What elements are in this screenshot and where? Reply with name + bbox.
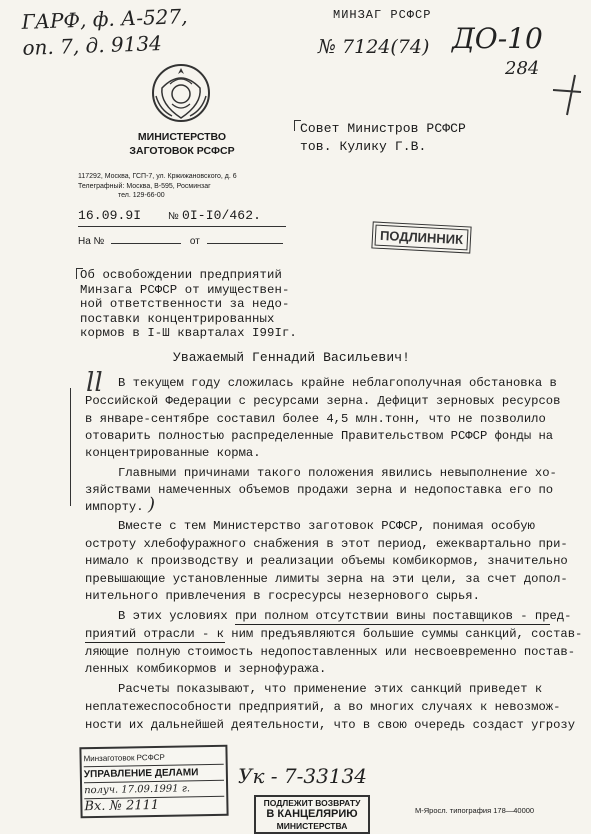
margin-mark: ll <box>86 368 103 398</box>
ministry-name-line-2: ЗАГОТОВОК РСФСР <box>129 145 235 157</box>
body-line-18: Расчеты показывают, что применение этих санкций приведет к <box>118 682 543 696</box>
ref-label: На № <box>78 236 105 247</box>
body-line-1: В текущем году сложилась крайне неблагополучная обстановка в <box>118 376 557 390</box>
body-line-6: Главными причинами такого положения явились невыполнение хо- <box>118 466 557 480</box>
page-number: 284 <box>505 58 540 79</box>
incoming-number: № 7124(74) <box>318 36 430 58</box>
address-line-3: тел. 129-66-00 <box>118 192 165 199</box>
return-stamp-line-3: МИНИСТЕРСТВА <box>276 821 348 831</box>
body-line-9: Вместе с тем Министерство заготовок РСФСР, понимая особую <box>118 519 535 533</box>
subject-block <box>80 268 297 341</box>
body-line-12: превышающие установленные лимиты зерна на эти цели, за счет допол- <box>85 572 568 586</box>
underline-mark-1 <box>235 624 550 625</box>
number-prefix: № <box>168 211 179 222</box>
body-line-13: нительного привлечения в госресурсы незернового сырья. <box>85 589 480 603</box>
top-stamp: МИНЗАГ РСФСР <box>333 8 432 22</box>
body-line-16: ляющие полную стоимость недопоставленных или несвоевременно постав- <box>85 645 576 659</box>
body-line-19: неплатежеспособности предприятий, а во многих случаях к невозмож- <box>85 700 561 714</box>
original-stamp: ПОДЛИННИК <box>371 221 471 253</box>
ministry-name <box>117 130 247 158</box>
recipient-block <box>300 120 466 156</box>
ref-from-label: от <box>189 236 200 247</box>
subject-line-1: Об освобождении предприятий <box>80 268 282 282</box>
registration-stamp <box>79 745 228 819</box>
reference-line <box>78 236 288 250</box>
emblem-icon <box>150 60 212 126</box>
archive-reference <box>21 3 189 61</box>
ministry-address <box>78 172 237 201</box>
registration-number: Ук - 7-33134 <box>238 764 367 788</box>
return-stamp-line-1: ПОДЛЕЖИТ ВОЗВРАТУ <box>263 798 361 808</box>
resolution-mark: ДО-10 <box>452 22 543 55</box>
recipient-line-1: Совет Министров РСФСР <box>300 121 466 136</box>
body-line-3: в январе-сентябре составил более 4,5 млн.тонн, что не позволило <box>85 412 546 426</box>
body-line-7: зяйствами намеченных объемов продажи зерна и недопоставка его по <box>85 483 554 497</box>
subject-line-2: Минзага РСФСР от имуществен- <box>80 282 290 297</box>
reg-stamp-line-1: Минзаготовок РСФСР <box>83 749 223 767</box>
return-stamp <box>254 795 370 834</box>
reg-stamp-line-3: получ. 17.09.1991 г. <box>84 781 224 799</box>
body-line-2: Российской Федерации с ресурсами зерна. Дефицит зерновых ресурсов <box>85 394 561 408</box>
ref-number-blank <box>111 243 181 244</box>
body-line-17: ленных комбикормов и зернофуража. <box>85 662 327 676</box>
subject-bracket <box>76 268 83 279</box>
margin-line <box>70 388 71 506</box>
address-line-1: 117292, Москва, ГСП-7, ул. Кржижановского, д. 6 <box>78 173 237 180</box>
recipient-bracket <box>294 120 301 131</box>
ref-date-blank <box>207 243 283 244</box>
printer-info: М-Яросл. типография 178—40000 <box>415 806 535 815</box>
bracket-mark: ) <box>148 494 156 515</box>
reg-stamp-line-2: УПРАВЛЕНИЕ ДЕЛАМИ <box>84 765 224 783</box>
archive-ref-line-1: ГАРФ, ф. А-527, <box>21 4 188 34</box>
subject-line-5: кормов в I-Ш кварталах I99Iг. <box>80 326 297 340</box>
body-line-14: В этих условиях при полном отсутствии вины поставщиков - пред- <box>118 609 572 623</box>
date-number-line <box>78 208 286 227</box>
subject-line-4: поставки концентрированных <box>80 311 275 326</box>
document-number: 0I-I0/462. <box>182 208 262 223</box>
body-line-5: концентрированные корма. <box>85 446 261 460</box>
reg-stamp-line-4: Вх. № 2111 <box>84 797 160 815</box>
underline-mark-2 <box>85 642 225 643</box>
address-line-2: Телеграфный: Москва, В-595, Росминзаг <box>78 182 211 190</box>
body-line-20: ности их дальнейшей деятельности, что в свою очередь создаст угрозу <box>85 718 576 732</box>
body-line-8: импорту. <box>85 500 144 514</box>
subject-line-3: ной ответственности за недо- <box>80 297 290 311</box>
body-line-4: отоварить полностью распределенные Правительством РСФСР фонды на <box>85 429 554 443</box>
salutation: Уважаемый Геннадий Васильевич! <box>173 350 411 365</box>
body-line-11: нимало к производству и реализации объемы комбикормов, значительно <box>85 554 568 568</box>
ministry-name-line-1: МИНИСТЕРСТВО <box>137 131 227 143</box>
return-stamp-line-2: В КАНЦЕЛЯРИЮ <box>266 808 358 820</box>
body-line-10: остроту хлебофуражного снабжения в этот период, ежеквартально при- <box>85 537 568 551</box>
document-date: 16.09.9I <box>78 208 142 223</box>
archive-ref-line-2: оп. 7, д. 9134 <box>22 31 163 60</box>
corner-pen-mark <box>545 70 585 120</box>
recipient-line-2: тов. Кулику Г.В. <box>300 139 427 154</box>
body-line-15: приятий отрасли - к ним предъявляются большие суммы санкций, состав- <box>85 627 583 641</box>
